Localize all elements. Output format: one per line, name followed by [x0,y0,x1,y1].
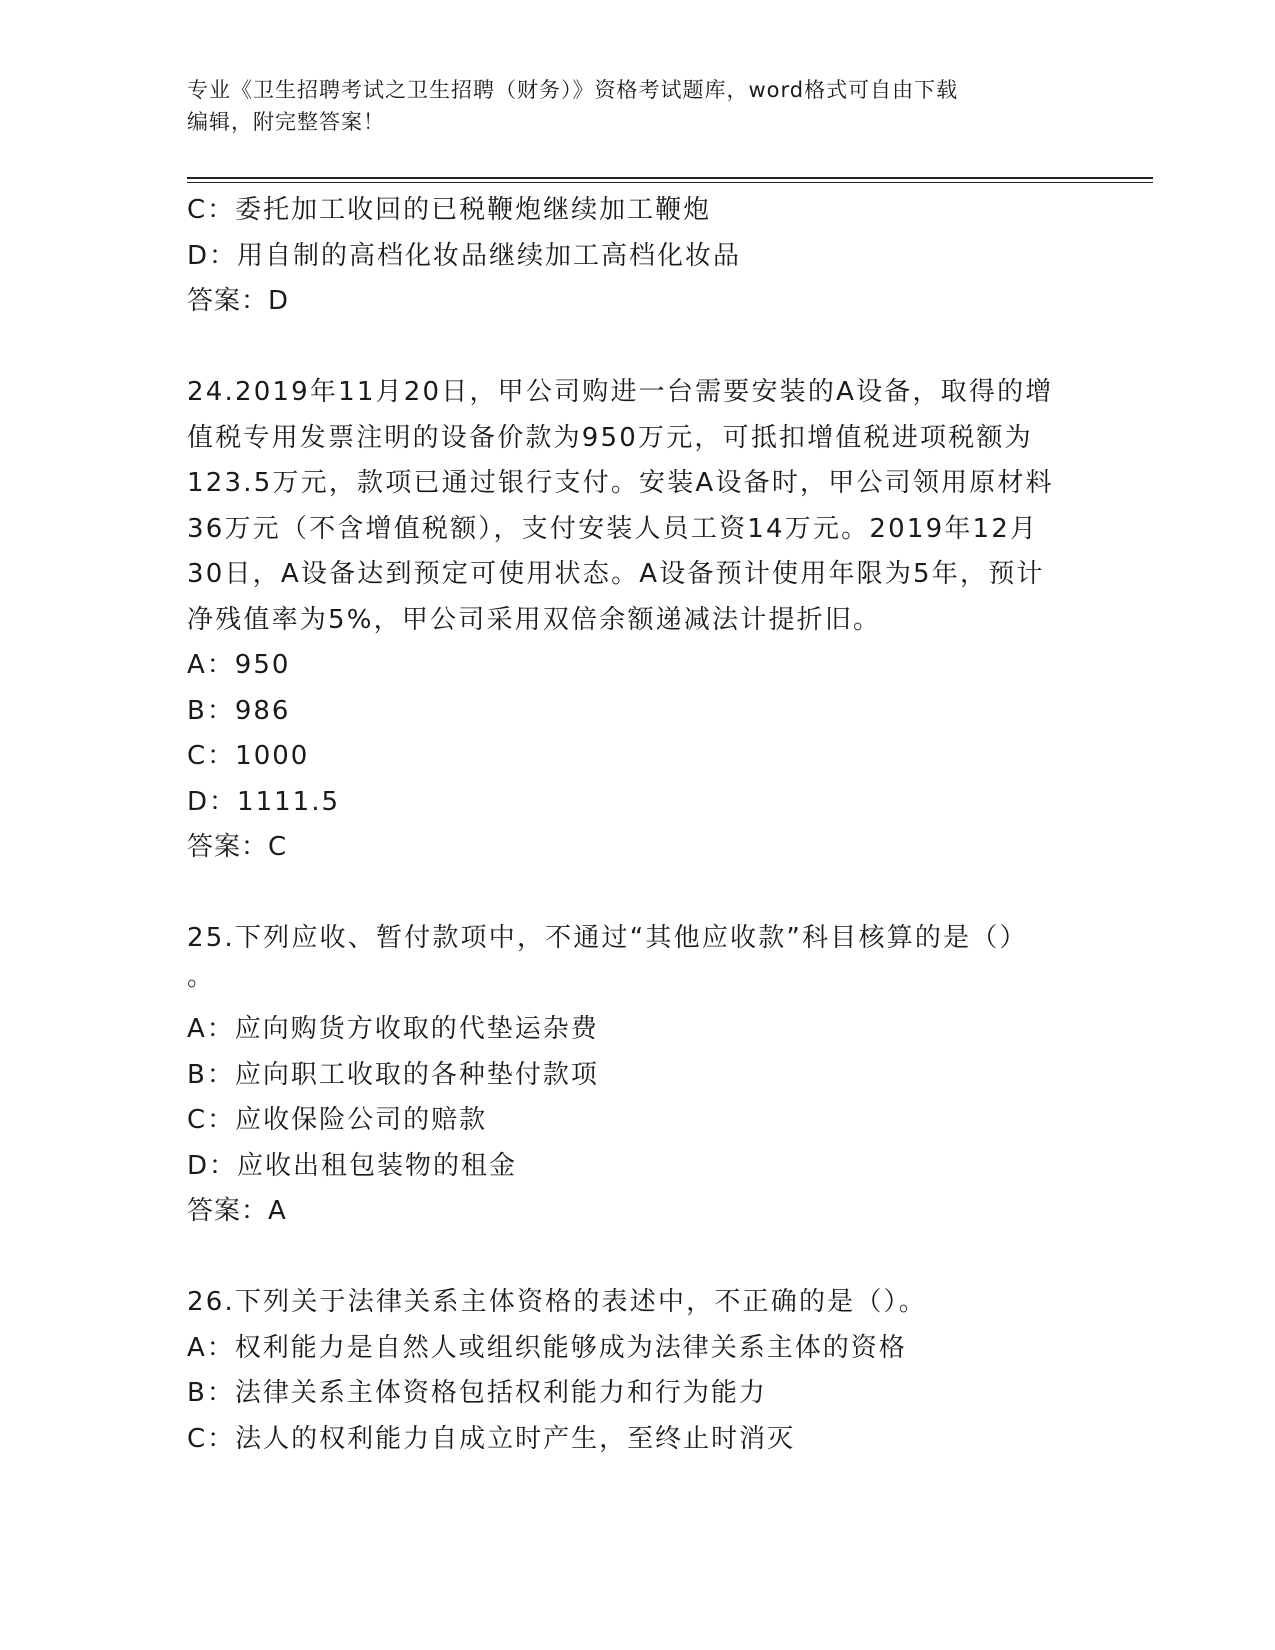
answer-line: 答案：D [187,286,290,316]
option-d: D：应收出租包装物的租金 [187,1150,518,1181]
stem-line: 净残值率为5%，甲公司采用双倍余额递减法计提折旧。 [187,604,882,635]
stem-line: 25.下列应收、暂付款项中，不通过“其他应收款”科目核算的是（） [187,923,1028,953]
stem-line: 。 [187,961,216,992]
document-header [187,74,1087,138]
option-a: A：950 [187,650,291,680]
question-24 [187,370,1087,871]
spacer [187,325,1087,371]
question-stem [187,916,1087,1007]
question-26 [187,1280,1087,1462]
spacer [187,1235,1087,1281]
stem-line: 36万元（不含增值税额），支付安装人员工资14万元。2019年12月 [187,513,1039,544]
option-d: D：1111.5 [187,786,340,817]
stem-line: 123.5万元，款项已通过银行支付。安装A设备时，甲公司领用原材料 [187,468,1054,498]
answer-line: 答案：A [187,1196,287,1226]
option-b: B：986 [187,695,291,726]
spacer [187,871,1087,917]
question-25 [187,916,1087,1235]
option-a: A：应向购货方收取的代垫运杂费 [187,1014,599,1044]
option-b: B：应向职工收取的各种垫付款项 [187,1059,599,1090]
header-line-2: 编辑，附完整答案！ [187,110,385,134]
option-c: C：应收保险公司的赔款 [187,1105,488,1135]
header-divider-thick [187,177,1153,179]
option-c: C：法人的权利能力自成立时产生，至终止时消灭 [187,1423,796,1454]
header-line-1: 专业《卫生招聘考试之卫生招聘（财务）》资格考试题库，word格式可自由下载 [187,78,959,102]
stem-line: 26.下列关于法律关系主体资格的表述中，不正确的是（）。 [187,1287,927,1317]
question-stem [187,1280,1087,1326]
option-c: C：委托加工收回的已税鞭炮继续加工鞭炮 [187,195,712,225]
header-divider-thin [187,182,1153,183]
option-a: A：权利能力是自然人或组织能够成为法律关系主体的资格 [187,1332,907,1363]
stem-line: 30日，A设备达到预定可使用状态。A设备预计使用年限为5年，预计 [187,559,1045,589]
answer-line: 答案：C [187,832,288,862]
option-c: C：1000 [187,741,310,771]
question-23 [187,188,1087,325]
question-content [187,188,1087,1462]
stem-line: 24.2019年11月20日，甲公司购进一台需要安装的A设备，取得的增 [187,377,1054,407]
stem-line: 值税专用发票注明的设备价款为950万元，可抵扣增值税进项税额为 [187,422,1033,453]
option-b: B：法律关系主体资格包括权利能力和行为能力 [187,1378,767,1408]
question-stem [187,370,1087,643]
option-d: D：用自制的高档化妆品继续加工高档化妆品 [187,240,742,271]
